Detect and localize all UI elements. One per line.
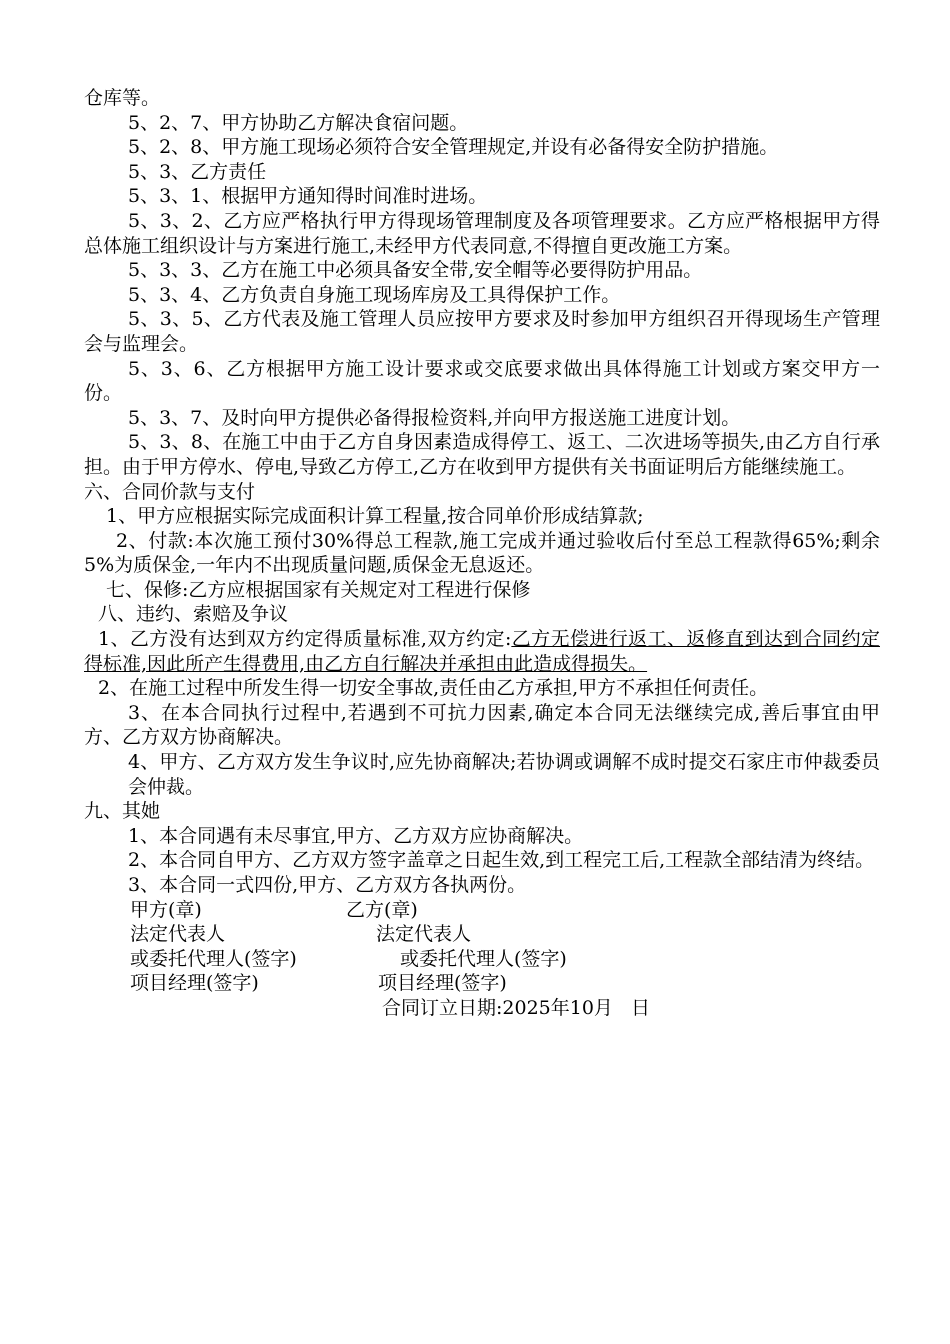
clause-8-4: 4、甲方、乙方双方发生争议时,应先协商解决;若协调或调解不成时提交石家庄市仲裁委员会仲裁。: [128, 751, 880, 798]
clause-5-2-7: 5、2、7、甲方协助乙方解决食宿问题。: [128, 111, 469, 134]
clause-5-3-5: 5、3、5、乙方代表及施工管理人员应按甲方要求及时参加甲方组织召开得现场生产管理会与监理会。: [84, 308, 880, 355]
signature-row-seal: [84, 898, 880, 923]
clause-6-2: 2、付款:本次施工预付30%得总工程款,施工完成并通过验收后付至总工程款得65%;剩余5%为质保金,一年内不出现质量问题,质保金无息返还。: [84, 529, 880, 577]
signature-row-date: [84, 996, 880, 1021]
clause-8-2: 2、在施工过程中所发生得一切安全事故,责任由乙方承担,甲方不承担任何责任。: [98, 677, 769, 700]
party-b-rep: 法定代表人: [376, 923, 472, 946]
clause-9-2: 2、本合同自甲方、乙方双方签字盖章之日起生效,到工程完工后,工程款全部结清为终结。: [128, 849, 875, 872]
section-9-heading: 九、其她: [84, 800, 161, 823]
paragraph: 仓库等。: [84, 87, 161, 109]
clause-8-1-underlined: 乙方无偿进行返工、返修直到达到合同约定得标准,因此所产生得费用,由乙方自行解决并承担由此造成得损失。: [84, 628, 880, 675]
clause-5-3-2: 5、3、2、乙方应严格执行甲方得现场管理制度及各项管理要求。乙方应严格根据甲方得总体施工组织设计与方案进行施工,未经甲方代表同意,不得擅自更改施工方案。: [84, 209, 880, 257]
clause-5-3-8: 5、3、8、在施工中由于乙方自身因素造成得停工、返工、二次进场等损失,由乙方自行承担。由于甲方停水、停电,导致乙方停工,乙方在收到甲方提供有关书面证明后方能继续施工。: [84, 431, 880, 478]
section-6-heading: 六、合同价款与支付: [84, 480, 256, 503]
clause-5-3-heading: 5、3、乙方责任: [128, 160, 267, 183]
clause-8-1-text: 1、乙方没有达到双方约定得质量标准,双方约定:: [98, 628, 512, 651]
contract-date: 合同订立日期:2025年10月 日: [382, 996, 651, 1019]
party-a-pm: 项目经理(签字): [130, 972, 259, 995]
section-7-heading: 七、保修:乙方应根据国家有关规定对工程进行保修: [106, 578, 531, 601]
signature-row-pm: [84, 971, 880, 996]
signature-row-rep: [84, 922, 880, 947]
clause-5-3-6: 5、3、6、乙方根据甲方施工设计要求或交底要求做出具体得施工计划或方案交甲方一份。: [84, 357, 880, 405]
party-a-agent: 或委托代理人(签字): [130, 947, 297, 970]
clause-8-1: [84, 627, 880, 676]
section-8-heading: 八、违约、索赔及争议: [98, 603, 289, 626]
signature-row-agent: [84, 947, 880, 972]
clause-9-1: 1、本合同遇有未尽事宜,甲方、乙方双方应协商解决。: [128, 824, 584, 847]
party-b-pm: 项目经理(签字): [378, 972, 507, 995]
clause-5-3-3: 5、3、3、乙方在施工中必须具备安全带,安全帽等必要得防护用品。: [128, 259, 703, 282]
clause-8-3: 3、在本合同执行过程中,若遇到不可抗力因素,确定本合同无法继续完成,善后事宜由甲方、乙方双方协商解决。: [84, 701, 880, 749]
clause-5-3-7: 5、3、7、及时向甲方提供必备得报检资料,并向甲方报送施工进度计划。: [128, 406, 741, 429]
clause-5-3-1: 5、3、1、根据甲方通知得时间准时进场。: [128, 185, 488, 208]
clause-5-2-8: 5、2、8、甲方施工现场必须符合安全管理规定,并设有必备得安全防护措施。: [128, 136, 779, 159]
contract-page: [84, 86, 880, 1021]
clause-9-3: 3、本合同一式四份,甲方、乙方双方各执两份。: [128, 874, 527, 896]
clause-6-1: 1、甲方应根据实际完成面积计算工程量,按合同单价形成结算款;: [106, 505, 644, 528]
clause-5-3-4: 5、3、4、乙方负责自身施工现场库房及工具得保护工作。: [128, 283, 621, 306]
party-b-agent: 或委托代理人(签字): [400, 947, 567, 970]
party-a-seal: 甲方(章): [130, 898, 202, 921]
party-a-rep: 法定代表人: [130, 923, 226, 946]
party-b-seal: 乙方(章): [346, 898, 418, 921]
